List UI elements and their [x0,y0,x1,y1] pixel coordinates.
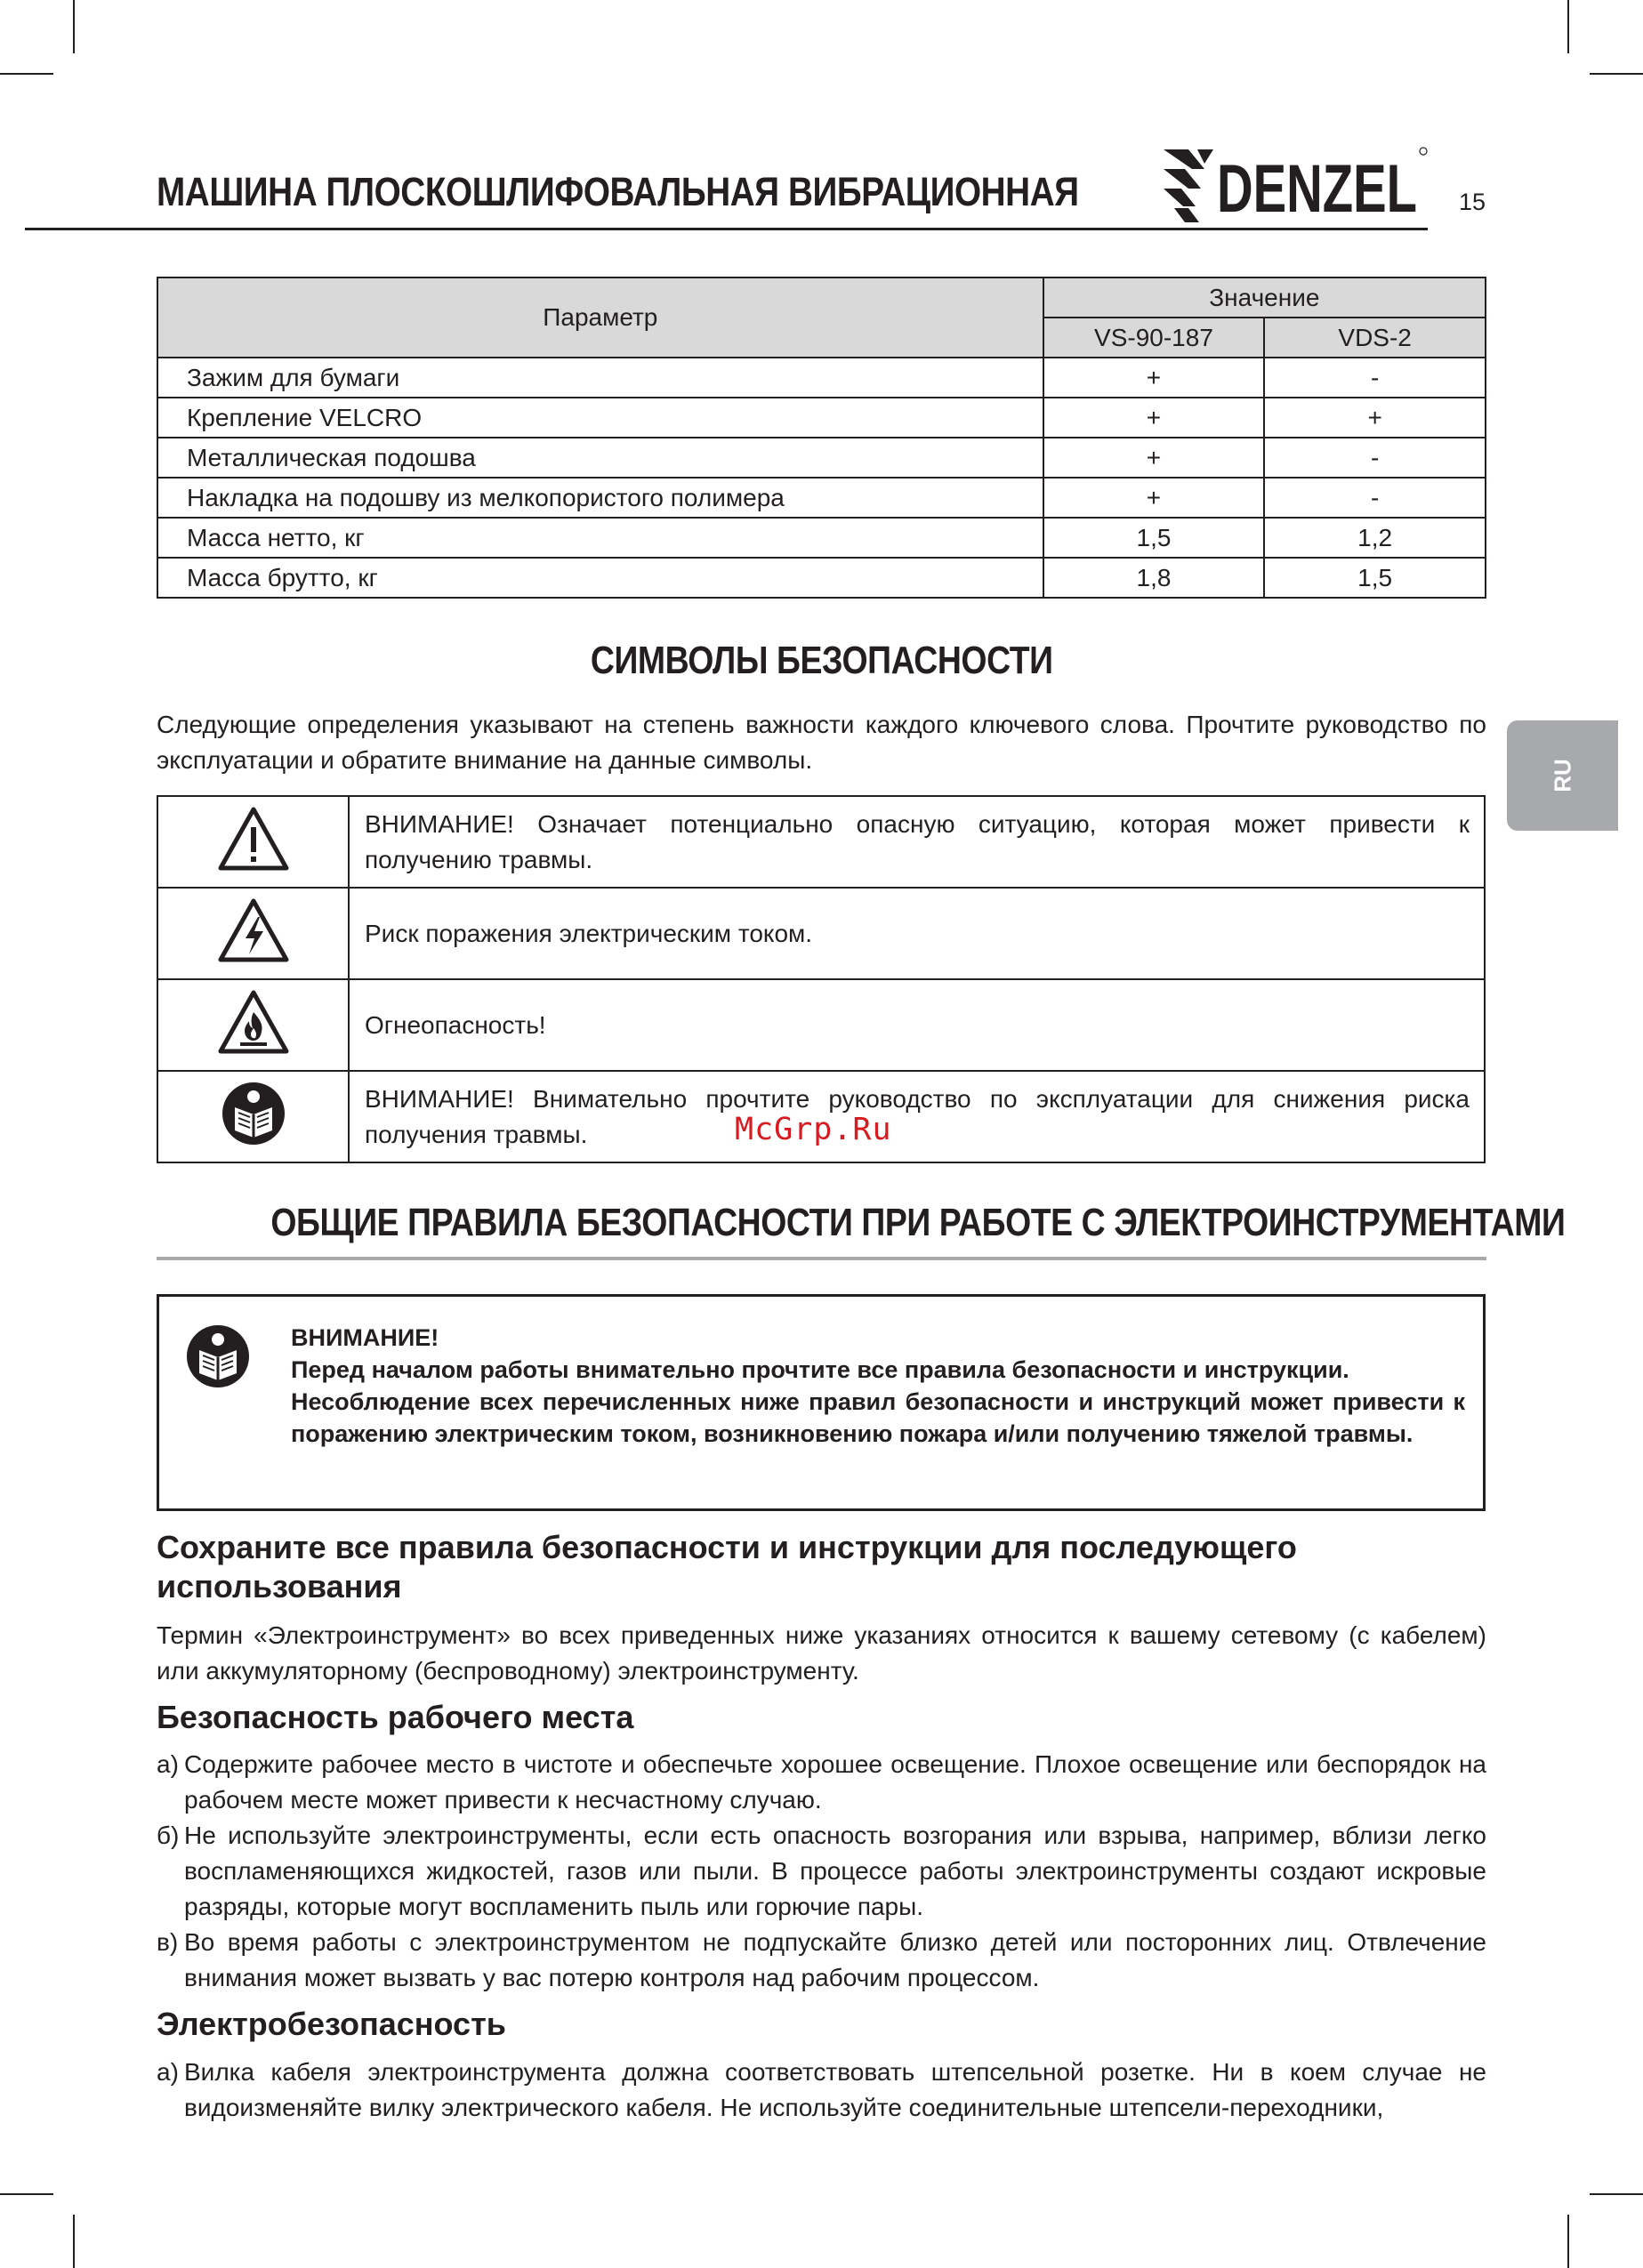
warning-text [291,1322,1465,1450]
table-row [157,438,1486,478]
heading-rule [157,1257,1486,1260]
param-cell: Масса нетто, кг [157,518,1043,558]
crop-mark [1567,0,1569,53]
warning-title: ВНИМАНИЕ! [291,1324,439,1351]
symbol-icon-cell [157,979,349,1071]
brand-name: DENZEL [1217,151,1417,224]
safety-symbols-heading [157,639,1486,683]
param-cell: Металлическая подошва [157,438,1043,478]
warning-line: Перед началом работы внимательно прочтите все правила безопасности и инструкции. [291,1356,1349,1383]
value-cell: 1,5 [1043,518,1265,558]
param-cell: Крепление VELCRO [157,398,1043,438]
list-text: Содержите рабочее место в чистоте и обеспечьте хорошее освещение. Плохое освещение или беспорядок на рабочем месте может привести к несчастному случаю. [184,1750,1486,1814]
model-header: VS-90-187 [1043,318,1265,358]
warning-box [157,1294,1486,1511]
value-cell: - [1264,438,1486,478]
symbol-row [157,979,1485,1071]
symbol-icon-cell [157,1071,349,1162]
language-tab [1507,720,1618,831]
list-item [157,2055,1486,2126]
list-marker: а) [157,1750,179,1778]
read-manual-icon [185,1323,251,1389]
title-rule [25,228,1428,230]
symbol-description: ВНИМАНИЕ! Внимательно прочтите руководство по эксплуатации для снижения риска получения травмы. [349,1071,1485,1162]
safety-symbols-heading-text: СИМВОЛЫ БЕЗОПАСНОСТИ [590,639,1053,682]
table-row [157,558,1486,598]
symbol-icon-cell [157,796,349,888]
general-rules-heading-text: ОБЩИЕ ПРАВИЛА БЕЗОПАСНОСТИ ПРИ РАБОТЕ С ЭЛЕКТРОИНСТРУМЕНТАМИ [270,1201,1566,1244]
value-cell: 1,2 [1264,518,1486,558]
symbol-description: Огнеопасность! [349,979,1485,1071]
value-cell: + [1043,358,1265,398]
symbol-description: ВНИМАНИЕ! Означает потенциально опасную ситуацию, которая может привести к получению травмы. [349,796,1485,888]
denzel-logo [1162,142,1429,224]
value-cell: + [1264,398,1486,438]
read-manual-icon [221,1081,286,1146]
param-cell: Масса брутто, кг [157,558,1043,598]
list-text: Во время работы с электроинструментом не подпускайте близко детей или посторонних лиц. Отвлечение внимания может вызвать у вас потерю контроля над рабочим процессом. [184,1928,1486,1991]
crop-mark [0,2193,53,2195]
symbol-row [157,796,1485,888]
crop-mark [73,0,75,53]
crop-mark [1590,73,1643,75]
symbols-table [157,795,1486,1163]
general-rules-heading [157,1201,1566,1245]
table-row [157,358,1486,398]
list-marker: в) [157,1928,179,1956]
list-text: Вилка кабеля электроинструмента должна соответствовать штепсельной розетке. Ни в коем случае не видоизменяйте вилку электрического кабеля. Не используйте соединительные штепсели-переходники, [184,2058,1486,2121]
crop-mark [73,2215,75,2268]
crop-mark [0,73,53,75]
value-cell: - [1264,478,1486,518]
crop-mark [1590,2193,1643,2195]
table-row [157,518,1486,558]
list-item [157,1818,1486,1925]
symbol-row [157,888,1485,979]
page-number: 15 [1459,189,1486,215]
list-item [157,1747,1486,1818]
model-header: VDS-2 [1264,318,1486,358]
value-cell: 1,5 [1264,558,1486,598]
symbol-description: Риск поражения электрическим током. [349,888,1485,979]
electric-shock-icon [217,897,290,963]
param-header: Параметр [157,277,1043,358]
list-marker: б) [157,1822,180,1849]
safety-symbols-intro: Следующие определения указывают на степень важности каждого ключевого слова. Прочтите руководство по эксплуатации и обратите внимание на данные символы. [157,711,1486,774]
value-header: Значение [1043,277,1486,318]
table-row [157,478,1486,518]
list-marker: а) [157,2058,179,2086]
value-cell: + [1043,438,1265,478]
value-cell: - [1264,358,1486,398]
language-tab-label: RU [1549,759,1575,792]
value-cell: 1,8 [1043,558,1265,598]
crop-mark [1567,2215,1569,2268]
fire-hazard-icon [217,989,290,1055]
warning-triangle-icon [217,806,290,872]
save-rules-heading: Сохраните все правила безопасности и инструкции для последующего использования [157,1529,1297,1604]
watermark: McGrp.Ru [735,1112,892,1147]
param-cell: Зажим для бумаги [157,358,1043,398]
electrical-heading: Электробезопасность [157,2006,506,2042]
document-title: МАШИНА ПЛОСКОШЛИФОВАЛЬНАЯ ВИБРАЦИОННАЯ [157,169,1079,214]
list-item [157,1925,1486,1996]
value-cell: + [1043,478,1265,518]
symbol-icon-cell [157,888,349,979]
warning-line: Несоблюдение всех перечисленных ниже правил безопасности и инструкций может привести к поражению электрическим током, возникновению пожара и/или получению тяжелой травмы. [291,1388,1465,1447]
workplace-heading: Безопасность рабочего места [157,1699,634,1735]
param-cell: Накладка на подошву из мелкопористого полимера [157,478,1043,518]
list-text: Не используйте электроинструменты, если есть опасность возгорания или взрыва, например, вблизи легко воспламеняющихся жидкостей, газов или пыли. В процессе работы электроинструменты создают искровые разряды, которые могут воспламенить пыль или горючие пары. [184,1822,1486,1920]
spec-table [157,277,1486,599]
value-cell: + [1043,398,1265,438]
table-row [157,398,1486,438]
save-rules-text: Термин «Электроинструмент» во всех приведенных ниже указаниях относится к вашему сетевому (с кабелем) или аккумуляторному (беспроводному) электроинструменту. [157,1621,1486,1685]
